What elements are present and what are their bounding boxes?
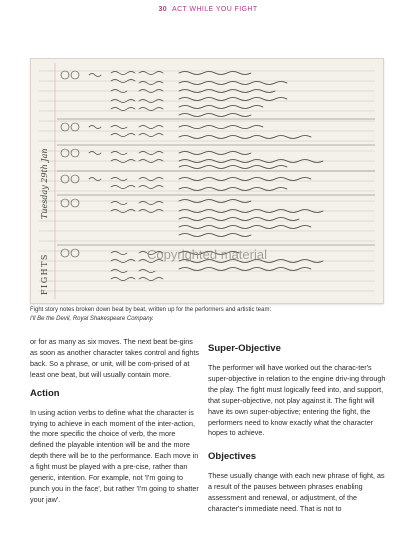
caption-line-2: I'll Be the Devil, Royal Shakespeare Company. — [30, 316, 154, 322]
heading-action: Action — [30, 387, 60, 399]
handwritten-notes-sheet — [31, 59, 383, 303]
left-column — [30, 337, 200, 506]
paragraph-beats: or for as many as six moves. The next beat be-gins as soon as another character takes control and fights back. So a phrase, or unit, will be com-prised of at least one beat, but will usually contain more. — [30, 337, 200, 379]
heading-super-objective: Super-Objective — [208, 343, 281, 354]
running-header — [0, 6, 416, 13]
page-number: 30 — [158, 6, 168, 13]
caption-line-1: Fight story notes broken down beat by beat, written up for the performers and artistic team: — [30, 307, 272, 313]
side-label-fights: FIGHTS — [40, 253, 49, 295]
fight-notes-photo — [30, 58, 384, 304]
side-label-date: Tuesday 29th Jan — [40, 148, 49, 219]
heading-objectives: Objectives — [208, 451, 257, 463]
paragraph-objectives: These usually change with each new phrase of fight, as a result of the pauses between phrases enabling assessment and renewal, or adjustment, of the character's immediate need. That is not to — [208, 471, 385, 514]
right-column — [208, 337, 390, 515]
watermark: Copyrighted material — [147, 247, 267, 262]
figure-caption — [30, 306, 390, 324]
paragraph-action: In using action verbs to define what the character is trying to achieve in each moment of the inter-action, the more specific the choice of verb, the more defined the playable intention will be and the more depth there will be to the performance. Each move in a fight must be played with a pre-cise, rather than generic, intention. For example, not 'I'm going to punch you in the face', but rather 'I'm going to shatter your jaw'. — [30, 407, 199, 504]
paragraph-super-objective: The performer will have worked out the charac-ter's super-objective in relation to the engine driv-ing through the play. The fight must logically feed into, and support, that super-objective, not play against it. The fight will have its own super-objective; entering the fight, the performers need to know exactly what the character hopes to achieve. — [208, 363, 386, 438]
running-title: ACT WHILE YOU FIGHT — [172, 6, 258, 13]
